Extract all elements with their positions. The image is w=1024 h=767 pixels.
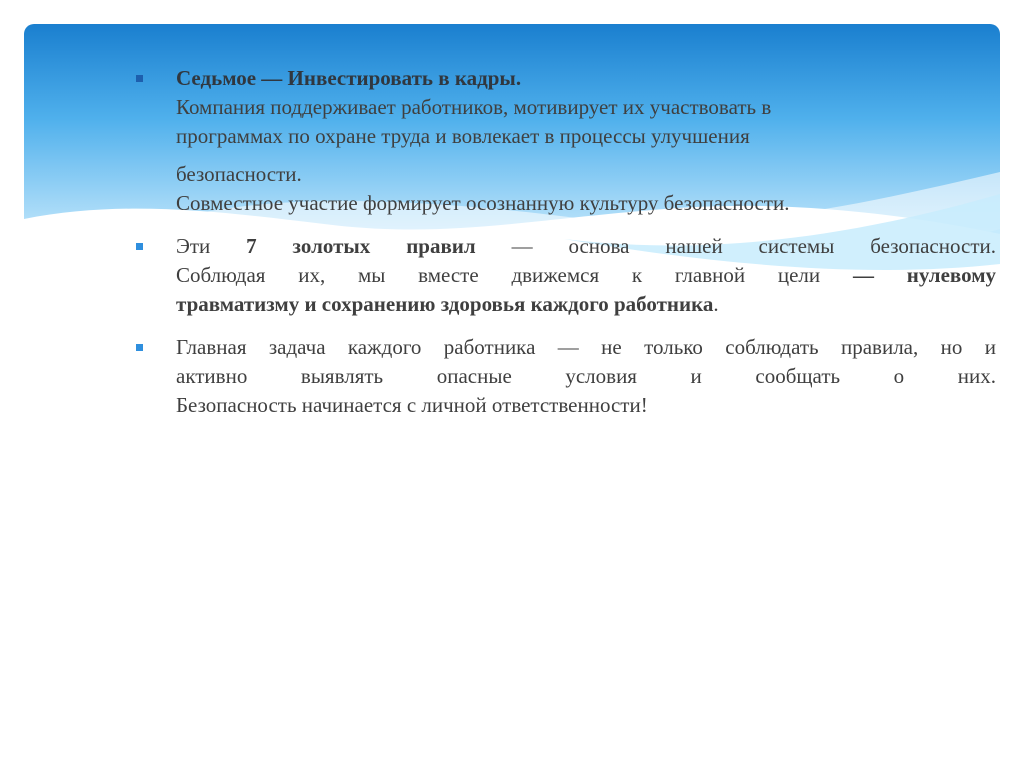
bullet-item-invest-personnel xyxy=(136,64,996,218)
content-area xyxy=(136,64,996,434)
text-fragment: — основа нашей системы безопасности. xyxy=(475,234,996,258)
bullet-text-line: Компания поддерживает работников, мотивирует их участвовать в xyxy=(176,95,772,119)
square-bullet-icon xyxy=(136,75,143,82)
bullet-text-line xyxy=(176,261,996,290)
goal-highlight: травматизму и сохранению здоровья каждого работника xyxy=(176,292,714,316)
text-fragment: Соблюдая их, мы вместе движемся к главной цели xyxy=(176,263,853,287)
bullet-text-line: программах по охране труда и вовлекает в процессы улучшения xyxy=(176,124,750,148)
bullet-text-line: безопасности. xyxy=(176,162,302,186)
text-fragment: . xyxy=(713,292,719,316)
goal-highlight: — нулевому xyxy=(852,263,996,287)
bullet-text-line: Безопасность начинается с личной ответственности! xyxy=(176,393,648,417)
bullet-text-line: Совместное участие формирует осознанную культуру безопасности. xyxy=(176,191,790,215)
golden-rules-highlight: 7 золотых правил xyxy=(246,234,476,258)
bullet-item-main-task xyxy=(136,333,996,420)
bullet-heading: Седьмое — Инвестировать в кадры. xyxy=(176,66,522,90)
text-fragment: Эти xyxy=(176,234,247,258)
slide-card xyxy=(24,24,1000,744)
square-bullet-icon xyxy=(136,344,143,351)
bullet-text-line xyxy=(176,290,996,319)
bullet-text-line: Главная задача каждого работника — не только соблюдать правила, но и xyxy=(176,335,996,359)
square-bullet-icon xyxy=(136,243,143,250)
bullet-text-line: активно выявлять опасные условия и сообщать о них. xyxy=(176,364,996,388)
bullet-text-line xyxy=(176,232,996,261)
bullet-item-golden-rules xyxy=(136,232,996,319)
